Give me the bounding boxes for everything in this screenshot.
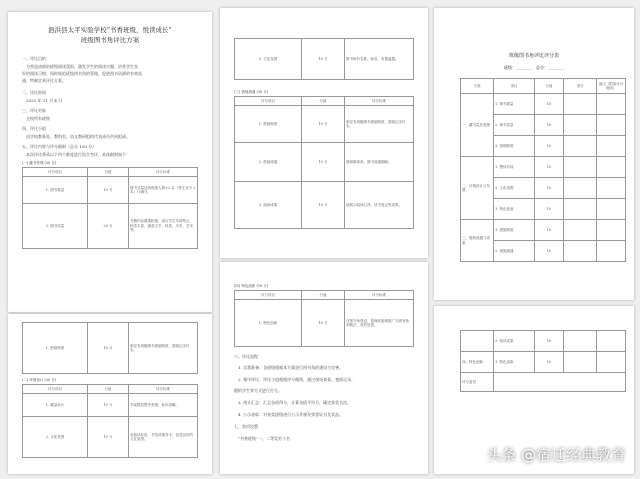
table-header-cell: 分值 (88, 168, 129, 177)
page-title-line1: 泗洪县太平实验学校“书香班级，悦读成长” (48, 26, 172, 34)
table5-caption: (四) 特色创新 (10 分) (234, 284, 269, 288)
score-input-cell[interactable] (564, 199, 597, 220)
table-header-cell: 分值 (535, 79, 564, 94)
section4-body: 由学校教务处、教科室、语文教研组的代表成员共同组成。 (26, 134, 130, 139)
remark-input-cell[interactable] (597, 199, 626, 220)
score-sheet-title: 班级图书角评比评分表 (508, 53, 559, 59)
table-row (461, 220, 626, 241)
table-cell: 制定有班级图书借阅制度，借阅记录详实。 (129, 323, 198, 374)
remark-input-cell[interactable] (597, 241, 626, 262)
remark-input-cell[interactable] (597, 220, 626, 241)
table-cell: 2. 图书质量 (23, 204, 88, 249)
table-header-cell: 分值 (302, 97, 345, 106)
table-cell: 10 (535, 331, 564, 352)
score-input-cell[interactable] (564, 178, 597, 199)
remark-input-cell[interactable] (597, 115, 626, 136)
table-cell: 有阅读标语、书签或推荐卡，营造良好的文化氛围。 (129, 417, 198, 458)
table-row (23, 417, 198, 458)
page-title-line2: 班级图书角评比方案 (80, 36, 140, 44)
table-cell: 图书角有名称、标语，布置温馨。 (345, 39, 414, 80)
section6-item: 1. 自我准备：各班级根据本方案进行图书角的建设与完善。 (238, 365, 344, 370)
table-cell: 书架摆放整齐美观，标识清晰。 (129, 394, 198, 417)
table-cell: 1. 特色创新 (494, 352, 535, 373)
table-cell: 20 分 (88, 204, 129, 249)
table-cell-section: 三、借阅流通与成果 (461, 220, 494, 262)
table-row (23, 204, 198, 249)
remark-input-cell[interactable] (597, 94, 626, 115)
table-header-row (235, 291, 414, 300)
remark-input-cell[interactable] (597, 157, 626, 178)
table-cell: 1. 图书数量 (494, 94, 535, 115)
table-row (235, 143, 414, 182)
remark-input-cell[interactable] (597, 178, 626, 199)
table-header-cell: 评分项目 (23, 168, 88, 177)
table-header-cell: 备注（附加评分说明） (597, 79, 626, 94)
table-cell: 图书总量达到班级人数×2 本（每生至少 2 本）计满分。 (129, 177, 198, 204)
table-cell: 10 (535, 94, 564, 115)
table-row (461, 94, 626, 115)
table-cell: 在图书角建设、管理或阅读推广方面有独到做法，成效显著。 (345, 300, 414, 347)
table-header-row (461, 79, 626, 94)
remark-input-cell[interactable] (597, 331, 626, 352)
table-cell-section (461, 331, 494, 352)
table-cell: 3. 阅读成果 (494, 331, 535, 352)
table-cell: 10 (535, 115, 564, 136)
section5-body: 本次评比将从以下四个维度进行综合考评，具体细则如下： (26, 152, 130, 157)
table-cell: 能展示阅读心得、读书笔记等成果。 (345, 182, 414, 229)
score-input-cell[interactable] (564, 331, 597, 352)
table-header-cell: 评分项目 (235, 291, 302, 300)
score-sheet-table-continued (460, 330, 626, 392)
table-cell: 10 分 (302, 300, 345, 347)
score-input-cell[interactable] (564, 115, 597, 136)
section5-heading: 五、评比内容与评分细则（总分 100 分） (22, 144, 97, 149)
table-cell: 10 分 (302, 106, 345, 143)
table-cell: 10 (535, 241, 564, 262)
table-cell: 1. 借阅制度 (23, 323, 88, 374)
section7-body: “书香班级”一、二等奖若干名 (238, 436, 291, 441)
score-input-cell[interactable] (564, 220, 597, 241)
table-header-cell: 评分项目 (235, 97, 302, 106)
table4-caption: (三) 借阅流通 (30 分) (234, 90, 269, 94)
score-input-cell[interactable] (564, 352, 597, 373)
table-row (235, 39, 414, 80)
table-header-cell: 项目 (494, 79, 535, 94)
section3-heading: 三、评比对象 (22, 108, 46, 113)
table-cell-section: 四、特色创新 (461, 352, 494, 373)
table-cell: 3. 文化氛围 (235, 39, 302, 80)
table-cell-section: 二、环境设计与布置 (461, 157, 494, 220)
table-cell: 1. 整体布局 (494, 157, 535, 178)
document-page-1 (8, 12, 212, 312)
table-header-cell: 得分 (564, 79, 597, 94)
section6-item: 4. 公示表彰：对获奖班级进行公示并颁发荣誉证书及奖品。 (238, 412, 344, 417)
table-cell: 2. 借阅流通 (235, 143, 302, 182)
table-cell: 10 分 (302, 182, 345, 229)
section4-heading: 四、评比小组 (22, 126, 46, 131)
score-input-cell[interactable] (564, 94, 597, 115)
remark-input-cell[interactable] (597, 352, 626, 373)
table-cell: 2. 借阅流通 (494, 241, 535, 262)
table-cell: 10 (535, 136, 564, 157)
table-cell: 10 分 (88, 323, 129, 374)
scoring-table-3 (22, 384, 198, 458)
table-cell: 10 分 (302, 143, 345, 182)
document-page-2 (220, 8, 428, 258)
document-page-3 (434, 8, 634, 300)
table-header-row (23, 385, 198, 394)
table-cell: 10 分 (88, 177, 129, 204)
score-sheet-subtitle: 班级：________ 总分：________ (504, 65, 564, 70)
table-cell: 10 (535, 157, 564, 178)
table-cell: 1. 图书数量 (23, 177, 88, 204)
table-row (461, 373, 626, 392)
remark-input-cell[interactable] (597, 136, 626, 157)
table-cell: 10 分 (302, 39, 345, 80)
scoring-table-4 (234, 96, 414, 229)
table-header-row (23, 168, 198, 177)
table-cell: 10 (535, 178, 564, 199)
section1-heading: 一、评比目的 (22, 56, 46, 61)
score-input-cell[interactable] (564, 157, 597, 178)
table-header-cell: 评分标准 (129, 168, 198, 177)
score-input-cell[interactable] (564, 136, 597, 157)
section6-item: 3. 统计汇总：汇总各班得分，计算各班平均分，确定获奖名次。 (238, 400, 352, 405)
table-cell: 2. 文化氛围 (23, 417, 88, 458)
section7-heading: 七、奖项设置 (234, 424, 258, 429)
table-header-cell: 评分项目 (23, 385, 88, 394)
section6-item: 2. 集中评比：评比小组根据评分细则，通过现场查看、查阅记录、 (238, 377, 356, 382)
table-row (461, 352, 626, 373)
scoring-table-5 (234, 290, 414, 347)
section1-body-line: 为营造浓郁的班级阅读氛围，激发学生的阅读兴趣，培养学生良 (26, 64, 138, 69)
table-row (235, 300, 414, 347)
section6-item: 随机学生等方式进行打分。 (234, 388, 282, 393)
section1-body-line: 好的阅读习惯，同时规范班级图书角的管理，促进图书资源的有效流 (22, 71, 142, 76)
document-page-1-continued (8, 314, 212, 474)
table-cell: 3. 管理制度 (494, 136, 535, 157)
table-row (235, 182, 414, 229)
table-cell: 制定有班级图书借阅制度，借阅记录详实。 (345, 106, 414, 143)
table-cell-section: 评分委员 (461, 373, 494, 392)
table-cell: 10 分 (88, 394, 129, 417)
table-header-cell: 评分标准 (345, 97, 414, 106)
table-cell-section: 一、藏书量及管理 (461, 94, 494, 157)
table-cell: 1. 藏品设计 (23, 394, 88, 417)
table-row (23, 394, 198, 417)
scoring-table-top (234, 38, 414, 80)
table-header-cell: 评分标准 (129, 385, 198, 394)
table-header-row (235, 97, 414, 106)
table-row (461, 331, 626, 352)
table-row (23, 177, 198, 204)
table1-caption: (一) 藏书管理 (30 分) (22, 161, 57, 165)
section1-body-line: 通，特制定本评比方案。 (22, 78, 66, 83)
table-header-cell: 分值 (302, 291, 345, 300)
table-cell: 10 (535, 199, 564, 220)
table-header-cell: 方面 (461, 79, 494, 94)
table-cell: 2. 图书质量 (494, 115, 535, 136)
table-cell: 1. 借阅制度 (494, 220, 535, 241)
table-cell: 书籍内容健康积极，适合学生年龄特点，种类丰富，涵盖文学、科普、历史、艺术等。 (129, 204, 198, 249)
signature-input-cell[interactable] (494, 373, 626, 392)
table-row (461, 157, 626, 178)
table-cell: 2. 文化氛围 (494, 178, 535, 199)
scoring-table-1 (22, 167, 198, 249)
table-row (23, 323, 198, 374)
score-sheet-table (460, 78, 626, 262)
table-cell: 3. 阅读成果 (235, 182, 302, 229)
section2-heading: 二、评比时间 (22, 90, 46, 95)
watermark: 头条 @宿迁经典教育 (486, 446, 626, 464)
table-header-cell: 分值 (88, 385, 129, 394)
table-cell: 3. 特色创意 (494, 199, 535, 220)
table-cell: 1. 借阅制度 (235, 106, 302, 143)
table-row (235, 106, 414, 143)
section6-heading: 六、评比流程 (234, 354, 258, 359)
table3-caption: (二) 环境设计 (30 分) (22, 378, 57, 382)
section3-body: 全校所有班级 (26, 116, 50, 121)
table-cell: 10 分 (88, 417, 129, 458)
table-cell: 借阅频率高，图书流通顺畅。 (345, 143, 414, 182)
scoring-table-2 (22, 322, 198, 374)
section2-body: 2025 年 11 月 4 日 (26, 98, 63, 103)
document-page-2-continued (220, 262, 428, 474)
table-header-cell: 评分标准 (345, 291, 414, 300)
score-input-cell[interactable] (564, 241, 597, 262)
table-cell: 10 (535, 220, 564, 241)
table-cell: 10 (535, 352, 564, 373)
table-cell: 1. 特色创新 (235, 300, 302, 347)
